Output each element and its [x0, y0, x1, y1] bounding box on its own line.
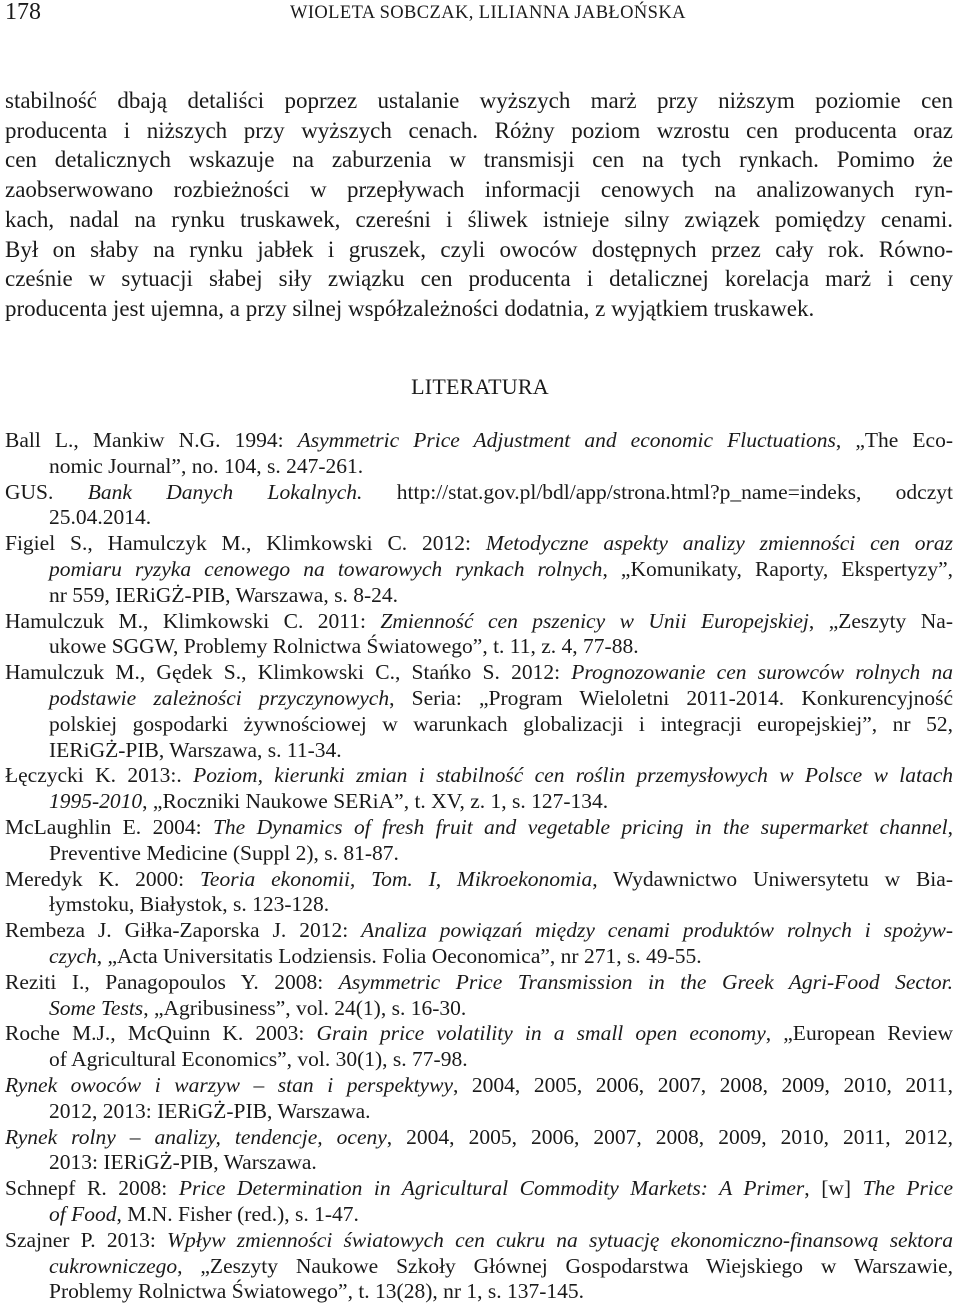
ref-authors: Meredyk K. 2000: — [5, 866, 200, 891]
ref-title: of Food — [49, 1201, 117, 1226]
ref-title: cukrowniczego — [49, 1253, 178, 1278]
body-line: cześnie w sytuacji słabej siły związku cen producenta i detalicznej korelacja marż i ceny — [5, 266, 953, 292]
ref-source: , — [947, 814, 954, 839]
reference-line — [5, 867, 953, 893]
ref-authors: Hamulczuk M., Gędek S., Klimkowski C., Stańko S. 2012: — [5, 660, 572, 685]
reference-line: ukowe SGGW, Problemy Rolnictwa Światowego”, t. 11, z. 4, 77-88. — [49, 634, 639, 659]
body-line: kach, nadal na rynku truskawek, czereśni i śliwek istnieje silny związek pomiędzy cenami. — [5, 206, 953, 232]
reference-entry — [5, 609, 953, 661]
reference-entry — [5, 428, 953, 480]
ref-source: , „Komunikaty, Raporty, Ekspertyzy”, — [602, 556, 953, 581]
reference-line — [5, 1125, 953, 1151]
ref-title: Wpływ zmienności światowych cen cukru na sytuację ekonomiczno-finansową sektora — [167, 1227, 953, 1252]
body-line: cen detalicznych wskazuje na zaburzenia w transmisji cen na tych rynkach. Pomimo że — [5, 147, 953, 173]
reference-entry — [5, 918, 953, 970]
reference-line — [5, 1176, 953, 1202]
ref-source: , „European Review — [765, 1021, 954, 1046]
ref-authors: McLaughlin E. 2004: — [5, 814, 213, 839]
ref-authors: Schnepf R. 2008: — [5, 1176, 179, 1201]
ref-title: pomiaru ryzyka cenowego na towarowych rynkach rolnych — [49, 556, 603, 581]
ref-authors: Rembeza J. Giłka-Zaporska J. 2012: — [5, 918, 362, 943]
ref-title: 1995-2010 — [49, 789, 143, 814]
reference-line: Problemy Rolnictwa Światowego”, t. 13(28), nr 1, s. 137-145. — [49, 1279, 585, 1304]
ref-title: Some Tests — [49, 995, 144, 1020]
ref-title: The Dynamics of fresh fruit and vegetable pricing in the supermarket channel — [212, 814, 948, 839]
ref-authors: Łęczycki K. 2013:. — [5, 763, 194, 788]
reference-line — [5, 686, 953, 712]
ref-source: , Wydawnictwo Uniwersytetu w Bia- — [592, 866, 953, 891]
reference-line — [5, 944, 953, 970]
reference-entry — [5, 660, 953, 763]
reference-entry — [5, 1228, 953, 1305]
page-number: 178 — [5, 0, 41, 25]
body-line: Był on słaby na rynku jabłek i gruszek, czyli owoców dostępnych przez cały rok. Równo- — [5, 236, 953, 262]
reference-list — [5, 428, 953, 1305]
ref-authors: Hamulczuk M., Klimkowski C. 2011: — [5, 608, 381, 633]
ref-url: http://stat.gov.pl/bdl/app/strona.html?p_name=indeks, odczyt — [362, 479, 953, 504]
ref-title: Asymmetric Price Transmission in the Greek Agri-Food Sector. — [338, 969, 953, 994]
reference-line — [5, 1073, 953, 1099]
reference-line — [5, 480, 953, 506]
ref-source: , 2004, 2005, 2006, 2007, 2008, 2009, 2010, 2011, 2012, — [386, 1124, 954, 1149]
reference-line: polskiej gospodarki żywnościowej w warunkach globalizacji i integracji europejskiej”, nr 52, — [49, 711, 953, 736]
ref-title: Rynek owoców i warzyw – stan i perspektywy — [5, 1072, 453, 1097]
ref-authors: Szajner P. 2013: — [5, 1227, 168, 1252]
ref-source: , „Agribusiness”, vol. 24(1), s. 16-30. — [143, 995, 467, 1020]
reference-entry — [5, 480, 953, 532]
ref-source: , „Acta Universitatis Lodziensis. Folia Oeconomica”, nr 271, s. 49-55. — [96, 943, 702, 968]
reference-line: of Agricultural Economics”, vol. 30(1), s. 77-98. — [49, 1047, 468, 1072]
reference-line: łymstoku, Białystok, s. 123-128. — [49, 892, 330, 917]
reference-entry — [5, 1176, 953, 1228]
ref-authors: Ball L., Mankiw N.G. 1994: — [5, 428, 298, 452]
body-line: zaobserwowano rozbieżności w przepływach informacji cenowych na analizowanych ryn- — [5, 177, 953, 203]
ref-authors: Reziti I., Panagopoulos Y. 2008: — [5, 969, 339, 994]
running-head: WIOLETA SOBCZAK, LILIANNA JABŁOŃSKA — [290, 3, 686, 23]
ref-title: Rynek rolny – analizy, tendencje, oceny — [5, 1124, 387, 1149]
reference-line: 2012, 2013: IERiGŻ-PIB, Warszawa. — [49, 1098, 371, 1123]
ref-source: , [w] — [804, 1176, 863, 1201]
ref-title: czych — [49, 943, 97, 968]
ref-title: Price Determination in Agricultural Commodity Markets: A Primer — [178, 1176, 805, 1201]
ref-title: Zmienność cen pszenicy w Unii Europejskiej — [380, 608, 809, 633]
ref-source: , „Zeszyty Na- — [808, 608, 953, 633]
reference-line — [5, 1228, 953, 1254]
ref-authors: Figiel S., Hamulczyk M., Klimkowski C. 2012: — [5, 531, 486, 556]
ref-title: Analiza powiązań między cenami produktów rolnych i spożyw- — [361, 918, 953, 943]
body-line: producenta jest ujemna, a przy silnej współzależności dodatnia, z wyjątkiem truskawek. — [5, 295, 815, 321]
reference-entry — [5, 763, 953, 815]
reference-entry — [5, 1073, 953, 1125]
body-line: producenta i niższych przy wyższych cenach. Różny poziom wzrostu cen producenta oraz — [5, 117, 953, 143]
reference-line — [5, 996, 953, 1022]
ref-source: , „The Eco- — [835, 428, 953, 452]
ref-source: , „Zeszyty Naukowe Szkoły Głównej Gospodarstwa Wiejskiego w Warszawie, — [177, 1253, 953, 1278]
ref-title: podstawie zależności przyczynowych — [49, 685, 390, 710]
ref-source: , „Roczniki Naukowe SERiA”, t. XV, z. 1, s. 127-134. — [142, 789, 609, 814]
reference-entry — [5, 1125, 953, 1177]
reference-line: IERiGŻ-PIB, Warszawa, s. 11-34. — [49, 737, 342, 762]
ref-title: Metodyczne aspekty analizy zmienności cen oraz — [485, 531, 954, 556]
reference-line — [5, 815, 953, 841]
reference-entry — [5, 815, 953, 867]
reference-entry — [5, 867, 953, 919]
reference-line: 25.04.2014. — [49, 505, 152, 530]
reference-entry — [5, 531, 953, 608]
ref-source: , Seria: „Program Wieloletni 2011-2014. Konkurencyjność — [389, 685, 953, 710]
reference-line: nr 559, IERiGŻ-PIB, Warszawa, s. 8-24. — [49, 582, 398, 607]
reference-line — [5, 763, 953, 789]
body-paragraph — [5, 86, 953, 324]
reference-line — [5, 609, 953, 635]
ref-title: Prognozowanie cen surowców rolnych na — [571, 660, 953, 685]
reference-line — [5, 789, 953, 815]
section-title: LITERATURA — [411, 374, 549, 399]
ref-title: The Price — [862, 1176, 953, 1201]
reference-line — [5, 557, 953, 583]
body-line: stabilność dbają detaliści poprzez ustalanie wyższych marż przy niższym poziomie cen — [5, 88, 953, 113]
reference-entry — [5, 1021, 953, 1073]
ref-title: Grain price volatility in a small open economy — [316, 1021, 766, 1046]
reference-line — [5, 428, 953, 454]
ref-authors: Roche M.J., McQuinn K. 2003: — [5, 1021, 317, 1046]
reference-line — [5, 1021, 953, 1047]
reference-entry — [5, 970, 953, 1022]
ref-authors: GUS. — [5, 479, 88, 504]
reference-line: nomic Journal”, no. 104, s. 247-261. — [49, 453, 364, 478]
reference-line — [5, 970, 953, 996]
page-header — [5, 0, 955, 28]
reference-line — [5, 531, 953, 557]
reference-line: Preventive Medicine (Suppl 2), s. 81-87. — [49, 840, 399, 865]
reference-line — [5, 1202, 953, 1228]
reference-line — [5, 660, 953, 686]
ref-title: Asymmetric Price Adjustment and economic Fluctuations — [297, 428, 836, 452]
reference-line — [5, 918, 953, 944]
reference-line — [5, 1254, 953, 1280]
ref-title: Teoria ekonomii, Tom. I, Mikroekonomia — [199, 866, 593, 891]
ref-title: Bank Danych Lokalnych. — [87, 479, 363, 504]
ref-source: , M.N. Fisher (red.), s. 1-47. — [116, 1201, 359, 1226]
ref-source: , 2004, 2005, 2006, 2007, 2008, 2009, 2010, 2011, — [452, 1072, 953, 1097]
reference-line: 2013: IERiGŻ-PIB, Warszawa. — [49, 1150, 317, 1175]
ref-title: Poziom, kierunki zmian i stabilność cen roślin przemysłowych w Polsce w latach — [193, 763, 953, 788]
